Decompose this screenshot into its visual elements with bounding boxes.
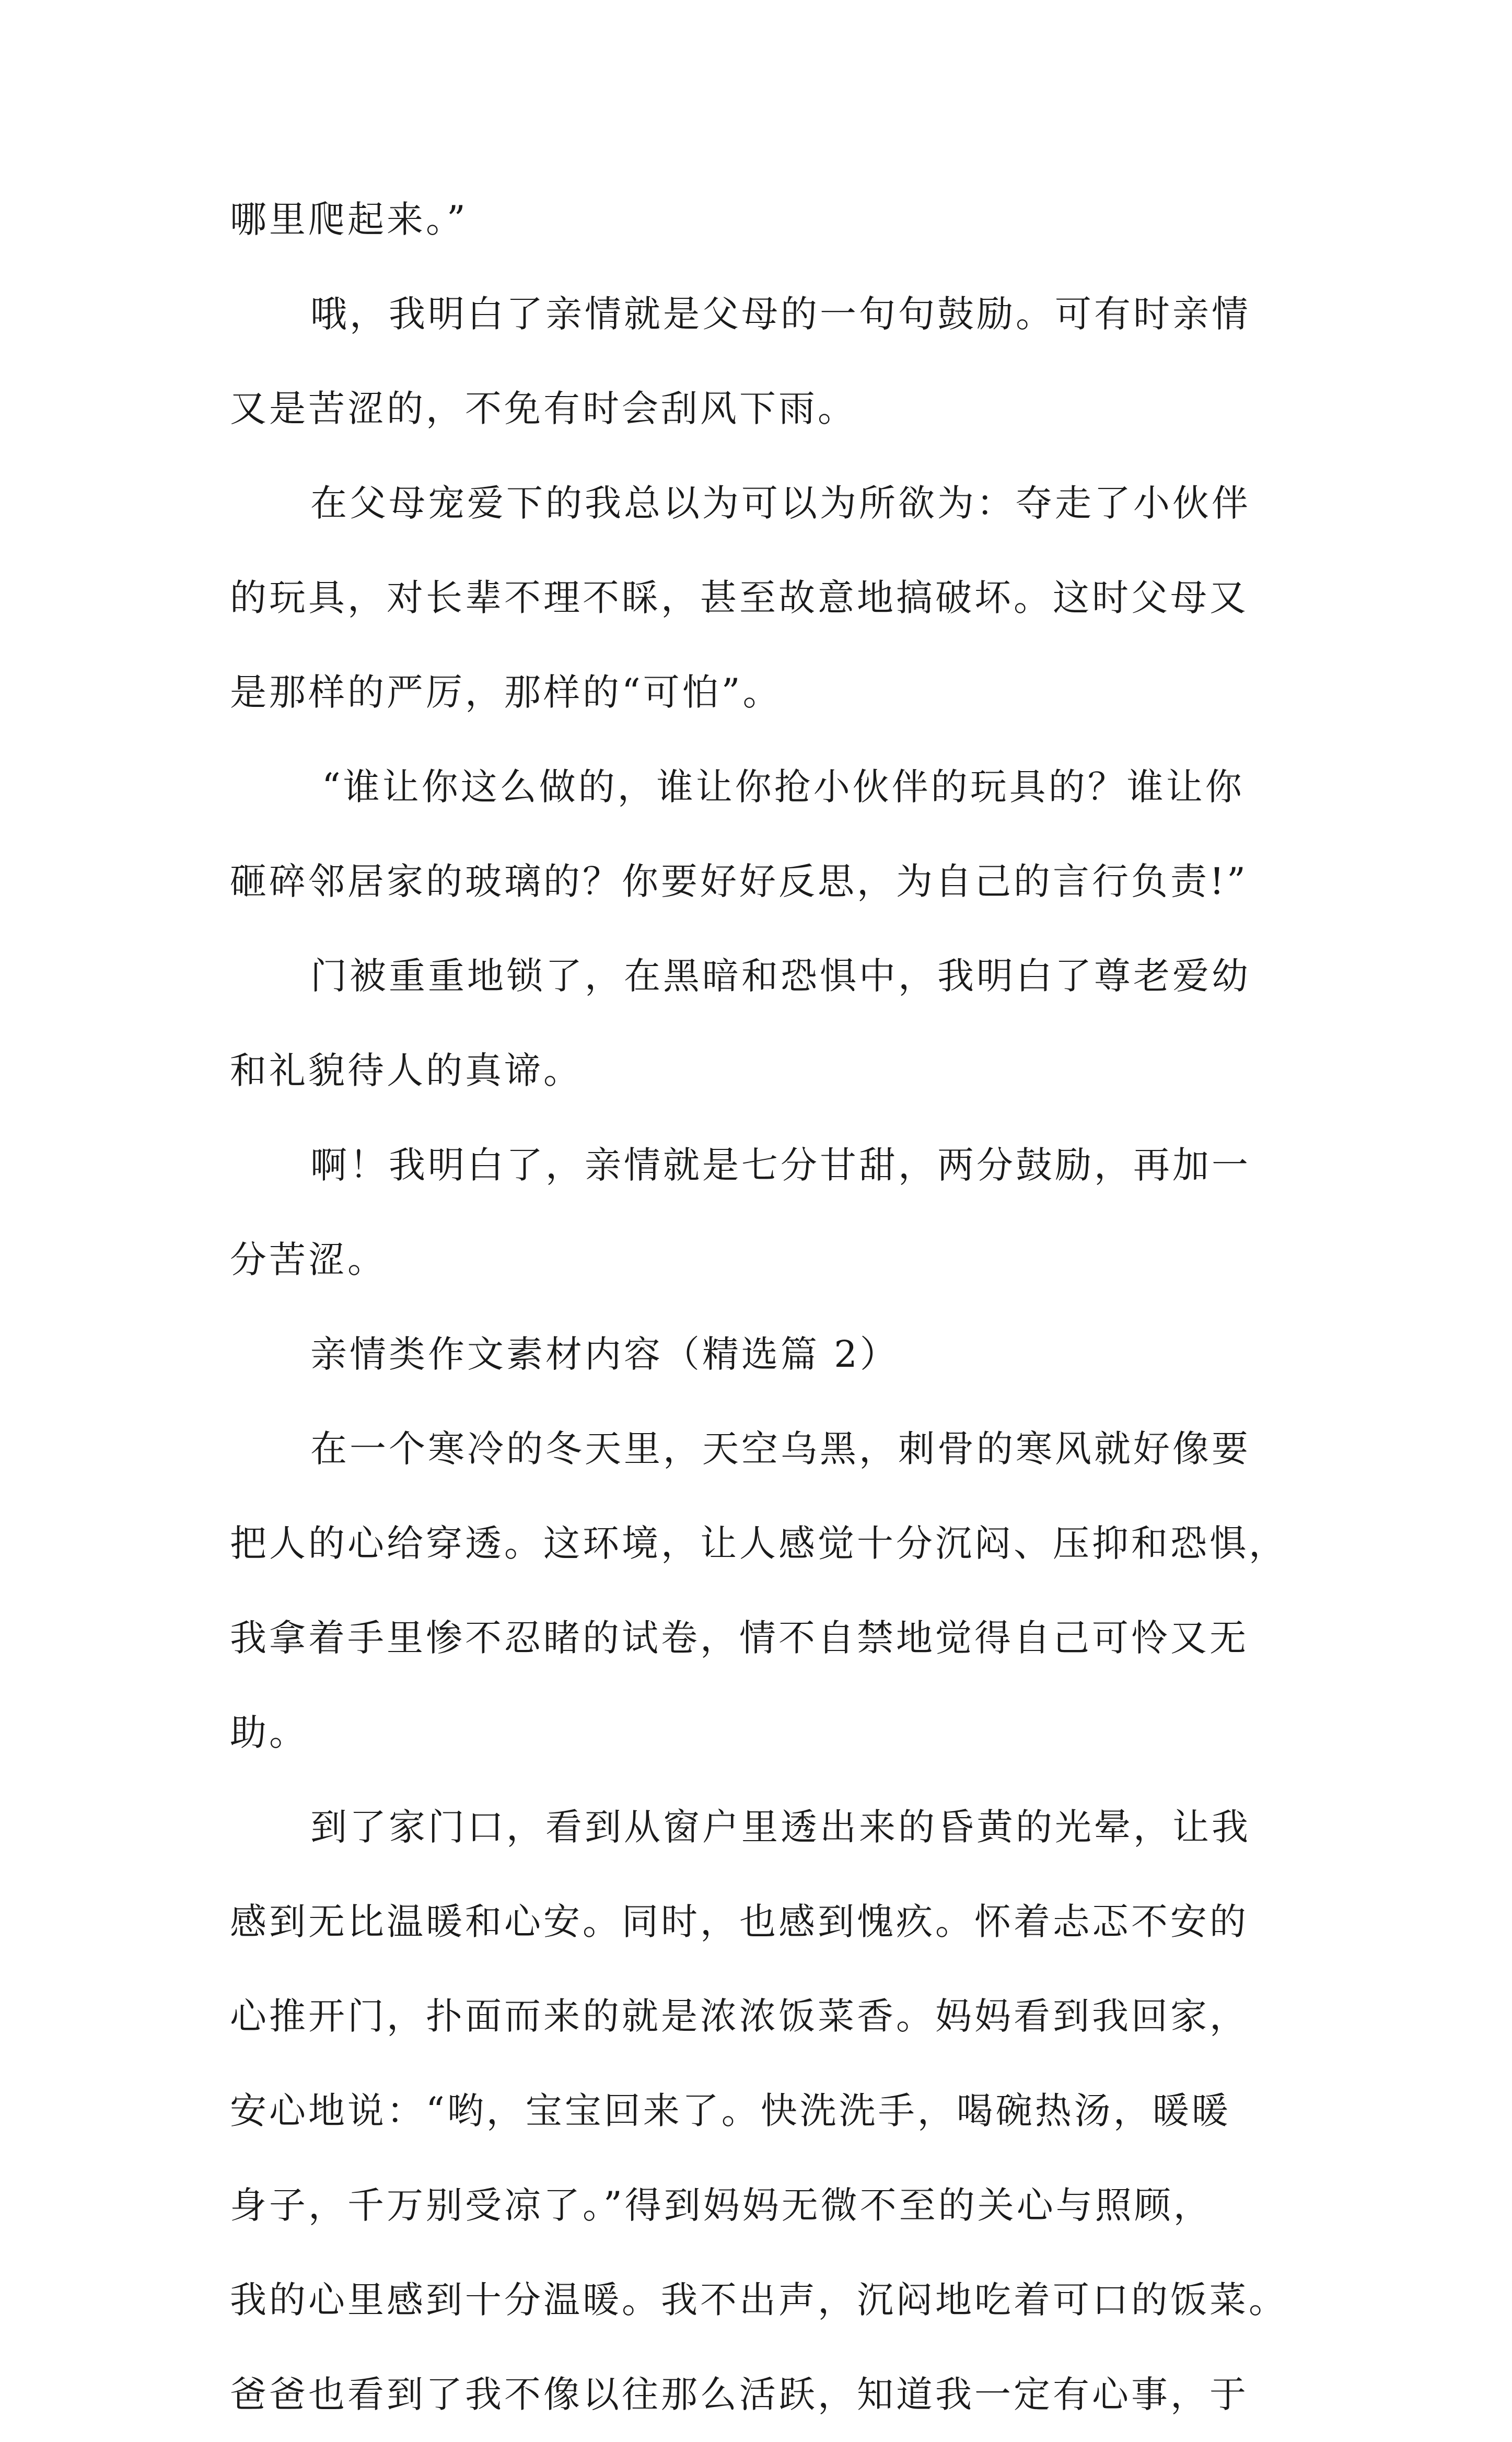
text-line-22: 身子，千万别受凉了。”得到妈妈无微不至的关心与照顾， bbox=[230, 2184, 1213, 2227]
text-line-8: 砸碎邻居家的玻璃的？你要好好反思，为自己的言行负责!” bbox=[230, 860, 1248, 903]
section-heading: 亲情类作文素材内容（精选篇 2） bbox=[310, 1333, 899, 1376]
text-line-4: 在父母宠爱下的我总以为可以为所欲为：夺走了小伙伴 bbox=[310, 482, 1251, 525]
text-line-21: 安心地说：“哟，宝宝回来了。快洗洗手，喝碗热汤，暖暖 bbox=[230, 2089, 1231, 2132]
text-line-6: 是那样的严厉，那样的“可怕”。 bbox=[230, 671, 782, 714]
text-line-12: 分苦涩。 bbox=[230, 1238, 387, 1281]
text-line-1: 哪里爬起来。” bbox=[230, 198, 468, 241]
text-line-5: 的玩具，对长辈不理不睬，甚至故意地搞破坏。这时父母又 bbox=[230, 576, 1249, 619]
text-line-24: 爸爸也看到了我不像以往那么活跃，知道我一定有心事，于 bbox=[230, 2373, 1249, 2416]
text-line-18: 到了家门口，看到从窗户里透出来的昏黄的光晕，让我 bbox=[310, 1806, 1251, 1848]
body-text bbox=[230, 172, 1296, 2442]
text-line-20: 心推开门，扑面而来的就是浓浓饭菜香。妈妈看到我回家， bbox=[230, 1995, 1249, 2038]
text-line-16: 我拿着手里惨不忍睹的试卷，情不自禁地觉得自己可怜又无 bbox=[230, 1617, 1249, 1659]
text-line-2: 哦，我明白了亲情就是父母的一句句鼓励。可有时亲情 bbox=[310, 293, 1251, 335]
text-line-23: 我的心里感到十分温暖。我不出声，沉闷地吃着可口的饭菜。 bbox=[230, 2278, 1288, 2321]
text-line-7: “谁让你这么做的，谁让你抢小伙伴的玩具的？谁让你 bbox=[322, 765, 1245, 808]
text-line-17: 助。 bbox=[230, 1711, 308, 1754]
text-line-15: 把人的心给穿透。这环境，让人感觉十分沉闷、压抑和恐惧， bbox=[230, 1522, 1288, 1565]
text-line-19: 感到无比温暖和心安。同时，也感到愧疚。怀着忐忑不安的 bbox=[230, 1900, 1249, 1943]
text-line-10: 和礼貌待人的真谛。 bbox=[230, 1049, 583, 1092]
text-line-3: 又是苦涩的，不免有时会刮风下雨。 bbox=[230, 387, 857, 430]
text-line-14: 在一个寒冷的冬天里，天空乌黑，刺骨的寒风就好像要 bbox=[310, 1427, 1251, 1470]
text-line-9: 门被重重地锁了，在黑暗和恐惧中，我明白了尊老爱幼 bbox=[310, 955, 1251, 997]
text-line-11: 啊！我明白了，亲情就是七分甘甜，两分鼓励，再加一 bbox=[310, 1144, 1251, 1187]
